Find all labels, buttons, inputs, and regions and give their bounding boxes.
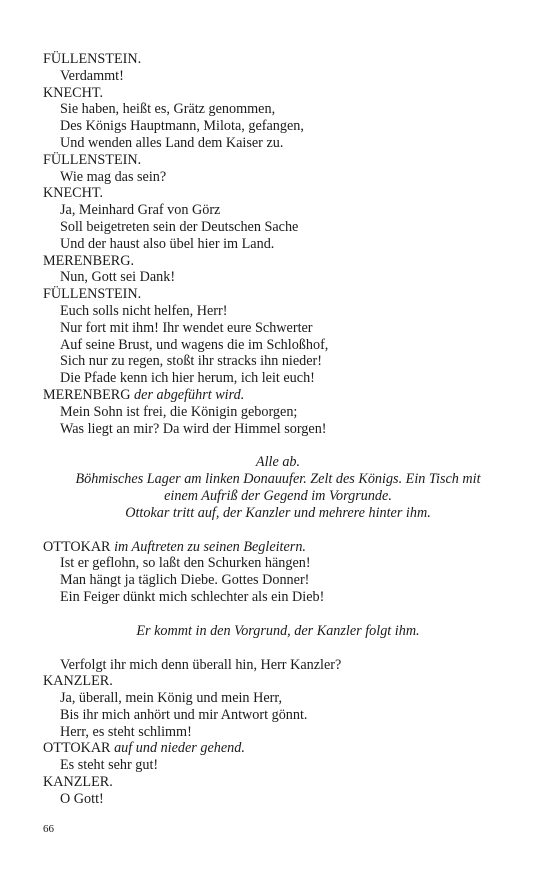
speaker-line: FÜLLENSTEIN.	[43, 151, 142, 168]
speaker-line: KNECHT.	[43, 84, 104, 101]
verse-line: Ja, Meinhard Graf von Görz	[60, 202, 221, 219]
verse-line: Es steht sehr gut!	[60, 757, 159, 774]
verse-line: Ist er geflohn, so laßt den Schurken hängen!	[60, 555, 311, 572]
verse-line: Verfolgt ihr mich denn überall hin, Herr Kanzler?	[60, 656, 342, 673]
verse-line: Ein Feiger dünkt mich schlechter als ein Dieb!	[60, 588, 325, 605]
stage-direction: Er kommt in den Vorgrund, der Kanzler folgt ihm.	[136, 622, 420, 639]
spacer	[43, 606, 513, 623]
dialogue-block-2	[43, 539, 513, 606]
verse-line: Herr, es steht schlimm!	[60, 723, 192, 740]
verse-line: Des Königs Hauptmann, Milota, gefangen,	[60, 118, 304, 135]
speaker-line: KANZLER.	[43, 673, 113, 690]
verse-line: Man hängt ja täglich Diebe. Gottes Donner!	[60, 572, 310, 589]
exit-direction: Alle ab.	[255, 454, 301, 471]
dialogue-block-1	[43, 51, 513, 437]
speaker-name: OTTOKAR	[43, 740, 111, 757]
stage-direction-inline: im Auftreten zu seinen Begleitern.	[114, 538, 306, 555]
speaker-line	[43, 387, 513, 404]
speaker-line: MERENBERG.	[43, 252, 135, 269]
verse-line: Auf seine Brust, und wagens die im Schloßhof,	[60, 336, 329, 353]
scene-direction	[43, 454, 513, 521]
verse-line: Soll beigetreten sein der Deutschen Sache	[60, 218, 299, 235]
speaker-name: OTTOKAR	[43, 538, 111, 555]
scene-description: Böhmisches Lager am linken Donauufer. Zelt des Königs. Ein Tisch mit	[75, 471, 481, 488]
verse-line: Euch solls nicht helfen, Herr!	[60, 302, 228, 319]
spacer	[43, 522, 513, 539]
verse-line: Sie haben, heißt es, Grätz genommen,	[60, 101, 276, 118]
stage-direction-inline: auf und nieder gehend.	[114, 740, 245, 757]
speaker-line: KANZLER.	[43, 774, 113, 791]
play-text	[43, 51, 513, 808]
scene-description: Ottokar tritt auf, der Kanzler und mehrere hinter ihm.	[125, 504, 431, 521]
verse-line: O Gott!	[60, 790, 104, 807]
verse-line: Sich nur zu regen, stoßt ihr stracks ihn nieder!	[60, 353, 323, 370]
verse-line: Bis ihr mich anhört und mir Antwort gönnt.	[60, 706, 308, 723]
verse-line: Verdammt!	[60, 67, 124, 84]
verse-line: Mein Sohn ist frei, die Königin geborgen;	[60, 403, 298, 420]
page-number: 66	[43, 823, 54, 835]
verse-line: Nun, Gott sei Dank!	[60, 269, 176, 286]
speaker-line: KNECHT.	[43, 185, 104, 202]
verse-line: Nur fort mit ihm! Ihr wendet eure Schwerter	[60, 319, 313, 336]
verse-line: Was liegt an mir? Da wird der Himmel sorgen!	[60, 420, 327, 437]
dialogue-block-3	[43, 657, 513, 808]
speaker-line: FÜLLENSTEIN.	[43, 286, 142, 303]
verse-line: Und der haust also übel hier im Land.	[60, 235, 275, 252]
verse-line: Und wenden alles Land dem Kaiser zu.	[60, 134, 284, 151]
speaker-name: MERENBERG	[43, 386, 131, 403]
stage-direction-inline: der abgeführt wird.	[134, 386, 245, 403]
verse-line: Wie mag das sein?	[60, 168, 167, 185]
speaker-line	[43, 539, 513, 556]
spacer	[43, 437, 513, 454]
scene-description: einem Aufriß der Gegend im Vorgrunde.	[164, 487, 392, 504]
verse-line: Ja, überall, mein König und mein Herr,	[60, 690, 283, 707]
speaker-line: FÜLLENSTEIN.	[43, 51, 142, 67]
speaker-line	[43, 740, 513, 757]
verse-line: Die Pfade kenn ich hier herum, ich leit euch!	[60, 370, 315, 387]
spacer	[43, 640, 513, 657]
